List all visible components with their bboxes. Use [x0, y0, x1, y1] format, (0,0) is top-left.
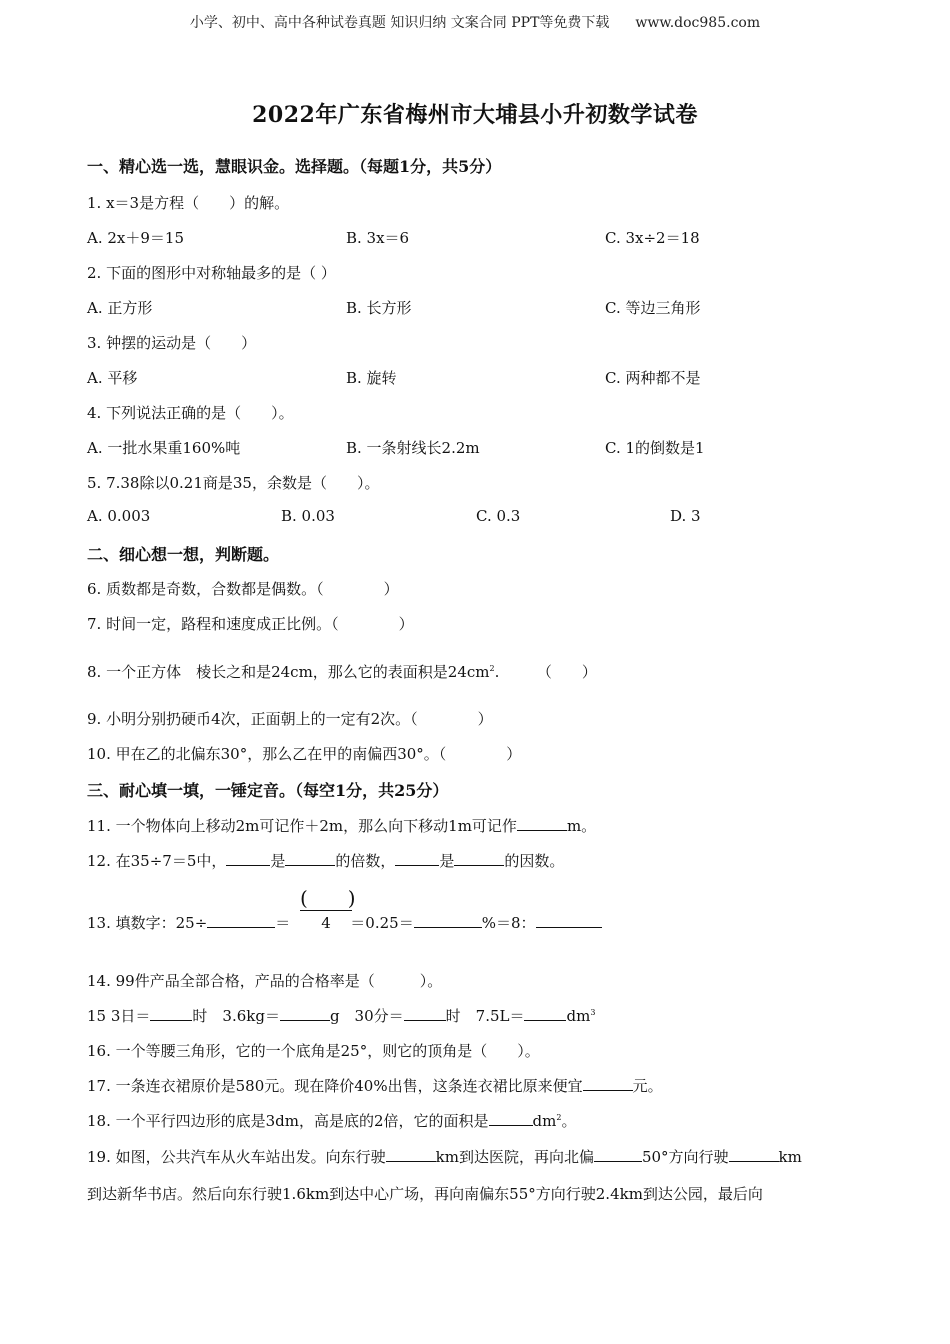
fraction-bar [300, 910, 352, 911]
q13-blank-2[interactable] [414, 913, 482, 928]
q4-option-c: C. 1的倒数是1 [605, 439, 705, 457]
q8-tail: . （ ） [494, 663, 597, 681]
q2-option-a: A. 正方形 [87, 299, 153, 317]
q1-option-a: A. 2x＋9＝15 [87, 229, 185, 247]
q13-eq: ＝ [275, 914, 291, 932]
q12-blank-1[interactable] [226, 851, 270, 866]
q19-text-3: 50°方向行驶 [641, 1148, 729, 1166]
q19-text-2: km到达医院，再向北偏 [435, 1148, 594, 1166]
header-text: 小学、初中、高中各种试卷真题 知识归纳 文案合同 PPT等免费下载 [189, 15, 610, 31]
q15-text-3: g 30分＝ [329, 1007, 404, 1025]
q11-text: 11. 一个物体向上移动2m可记作＋2m，那么向下移动1m可记作 [87, 817, 517, 835]
q12-blank-4[interactable] [454, 851, 504, 866]
q18-sup: 2 [556, 1113, 562, 1122]
q18-text: 18. 一个平行四边形的底是3dm，高是底的2倍，它的面积是 [87, 1112, 489, 1130]
q13-denominator: 4 [321, 914, 331, 932]
q2-option-b: B. 长方形 [346, 299, 412, 317]
q15-text-4: 时 7.5L＝ [445, 1007, 525, 1025]
section-3-heading: 三、耐心填一填，一锤定音。（每空1分，共25分） [87, 781, 449, 800]
q18-unit: dm [532, 1112, 557, 1130]
exam-title: 2022年广东省梅州市大埔县小升初数学试卷 [252, 102, 698, 128]
q12-blank-3[interactable] [395, 851, 439, 866]
q3-option-a: A. 平移 [87, 369, 138, 387]
q5-option-a: A. 0.003 [87, 507, 151, 525]
question-18 [87, 1110, 576, 1131]
q13-numerator[interactable]: ( ) [300, 886, 356, 910]
question-4: 4. 下列说法正确的是（ ）。 [87, 404, 294, 422]
question-19-line-1 [87, 1146, 802, 1167]
question-11 [87, 815, 596, 836]
q15-text-1: 15 3日＝ [87, 1007, 151, 1025]
q17-blank[interactable] [583, 1076, 633, 1091]
q3-option-c: C. 两种都不是 [605, 369, 701, 387]
section-2-heading: 二、细心想一想，判断题。 [87, 545, 280, 564]
q5-option-c: C. 0.3 [476, 507, 521, 525]
q13-blank-1[interactable] [207, 913, 275, 928]
question-7: 7. 时间一定，路程和速度成正比例。（ ） [87, 615, 414, 633]
q19-text-4: km [778, 1148, 802, 1166]
q12-text-5: 的因数。 [504, 852, 565, 870]
q11-blank[interactable] [517, 816, 567, 831]
q11-unit: m。 [566, 817, 597, 835]
q1-option-c: C. 3x÷2＝18 [605, 229, 700, 247]
header-site[interactable]: www.doc985.com [635, 15, 761, 31]
q15-blank-1[interactable] [150, 1006, 192, 1021]
q15-sup: 3 [590, 1008, 596, 1017]
q13-blank-3[interactable] [536, 913, 602, 928]
q15-blank-2[interactable] [280, 1006, 330, 1021]
q5-option-b: B. 0.03 [281, 507, 335, 525]
question-12 [87, 850, 564, 871]
page-header [0, 12, 950, 32]
q8-sup: 2 [489, 664, 495, 673]
q3-option-b: B. 旋转 [346, 369, 397, 387]
question-14: 14. 99件产品全部合格，产品的合格率是（ ）。 [87, 972, 443, 990]
q18-blank[interactable] [489, 1111, 533, 1126]
q12-text-4: 是 [439, 852, 455, 870]
q17-text: 17. 一条连衣裙原价是580元。现在降价40%出售，这条连衣裙比原来便宜 [87, 1077, 583, 1095]
question-17 [87, 1075, 663, 1096]
q2-option-c: C. 等边三角形 [605, 299, 701, 317]
q5-option-d: D. 3 [670, 507, 701, 525]
question-9: 9. 小明分别扔硬币4次，正面朝上的一定有2次。（ ） [87, 710, 493, 728]
q13-eq-2: ＝0.25＝ [350, 914, 414, 932]
q12-text-2: 是 [270, 852, 286, 870]
question-5: 5. 7.38除以0.21商是35，余数是（ ）。 [87, 474, 380, 492]
question-6: 6. 质数都是奇数，合数都是偶数。（ ） [87, 580, 399, 598]
q4-option-b: B. 一条射线长2.2m [346, 439, 480, 457]
q17-unit: 元。 [632, 1077, 663, 1095]
question-3: 3. 钟摆的运动是（ ） [87, 334, 257, 352]
question-8 [87, 661, 597, 682]
q13-text: 13. 填数字：25÷ [87, 914, 208, 932]
q8-text: 8. 一个正方体 棱长之和是24cm，那么它的表面积是24cm [87, 663, 490, 681]
q15-blank-3[interactable] [404, 1006, 446, 1021]
q13-pct: %＝8： [481, 914, 536, 932]
q19-blank-1[interactable] [386, 1147, 436, 1162]
q15-blank-4[interactable] [524, 1006, 566, 1021]
question-15 [87, 1005, 595, 1026]
q1-option-b: B. 3x＝6 [346, 229, 410, 247]
question-1: 1. x＝3是方程（ ）的解。 [87, 194, 290, 212]
q12-text: 12. 在35÷7＝5中， [87, 852, 227, 870]
q15-text-2: 时 3.6kg＝ [192, 1007, 280, 1025]
question-19-line-2: 到达新华书店。然后向东行驶1.6km到达中心广场，再向南偏东55°方向行驶2.4km到达公园，最后向 [87, 1185, 763, 1203]
q15-unit: dm [566, 1007, 591, 1025]
q19-blank-3[interactable] [729, 1147, 779, 1162]
section-1-heading: 一、精心选一选，慧眼识金。选择题。（每题1分，共5分） [87, 157, 502, 176]
question-16: 16. 一个等腰三角形，它的一个底角是25°，则它的顶角是（ ）。 [87, 1042, 540, 1060]
q13-fraction [300, 882, 356, 932]
q19-text-1: 19. 如图，公共汽车从火车站出发。向东行驶 [87, 1148, 386, 1166]
question-10: 10. 甲在乙的北偏东30°，那么乙在甲的南偏西30°。（ ） [87, 745, 522, 763]
q4-option-a: A. 一批水果重160%吨 [87, 439, 241, 457]
question-2: 2. 下面的图形中对称轴最多的是（ ） [87, 264, 336, 282]
q12-blank-2[interactable] [285, 851, 335, 866]
q12-text-3: 的倍数， [335, 852, 396, 870]
q19-blank-2[interactable] [594, 1147, 642, 1162]
q18-end: 。 [561, 1112, 577, 1130]
